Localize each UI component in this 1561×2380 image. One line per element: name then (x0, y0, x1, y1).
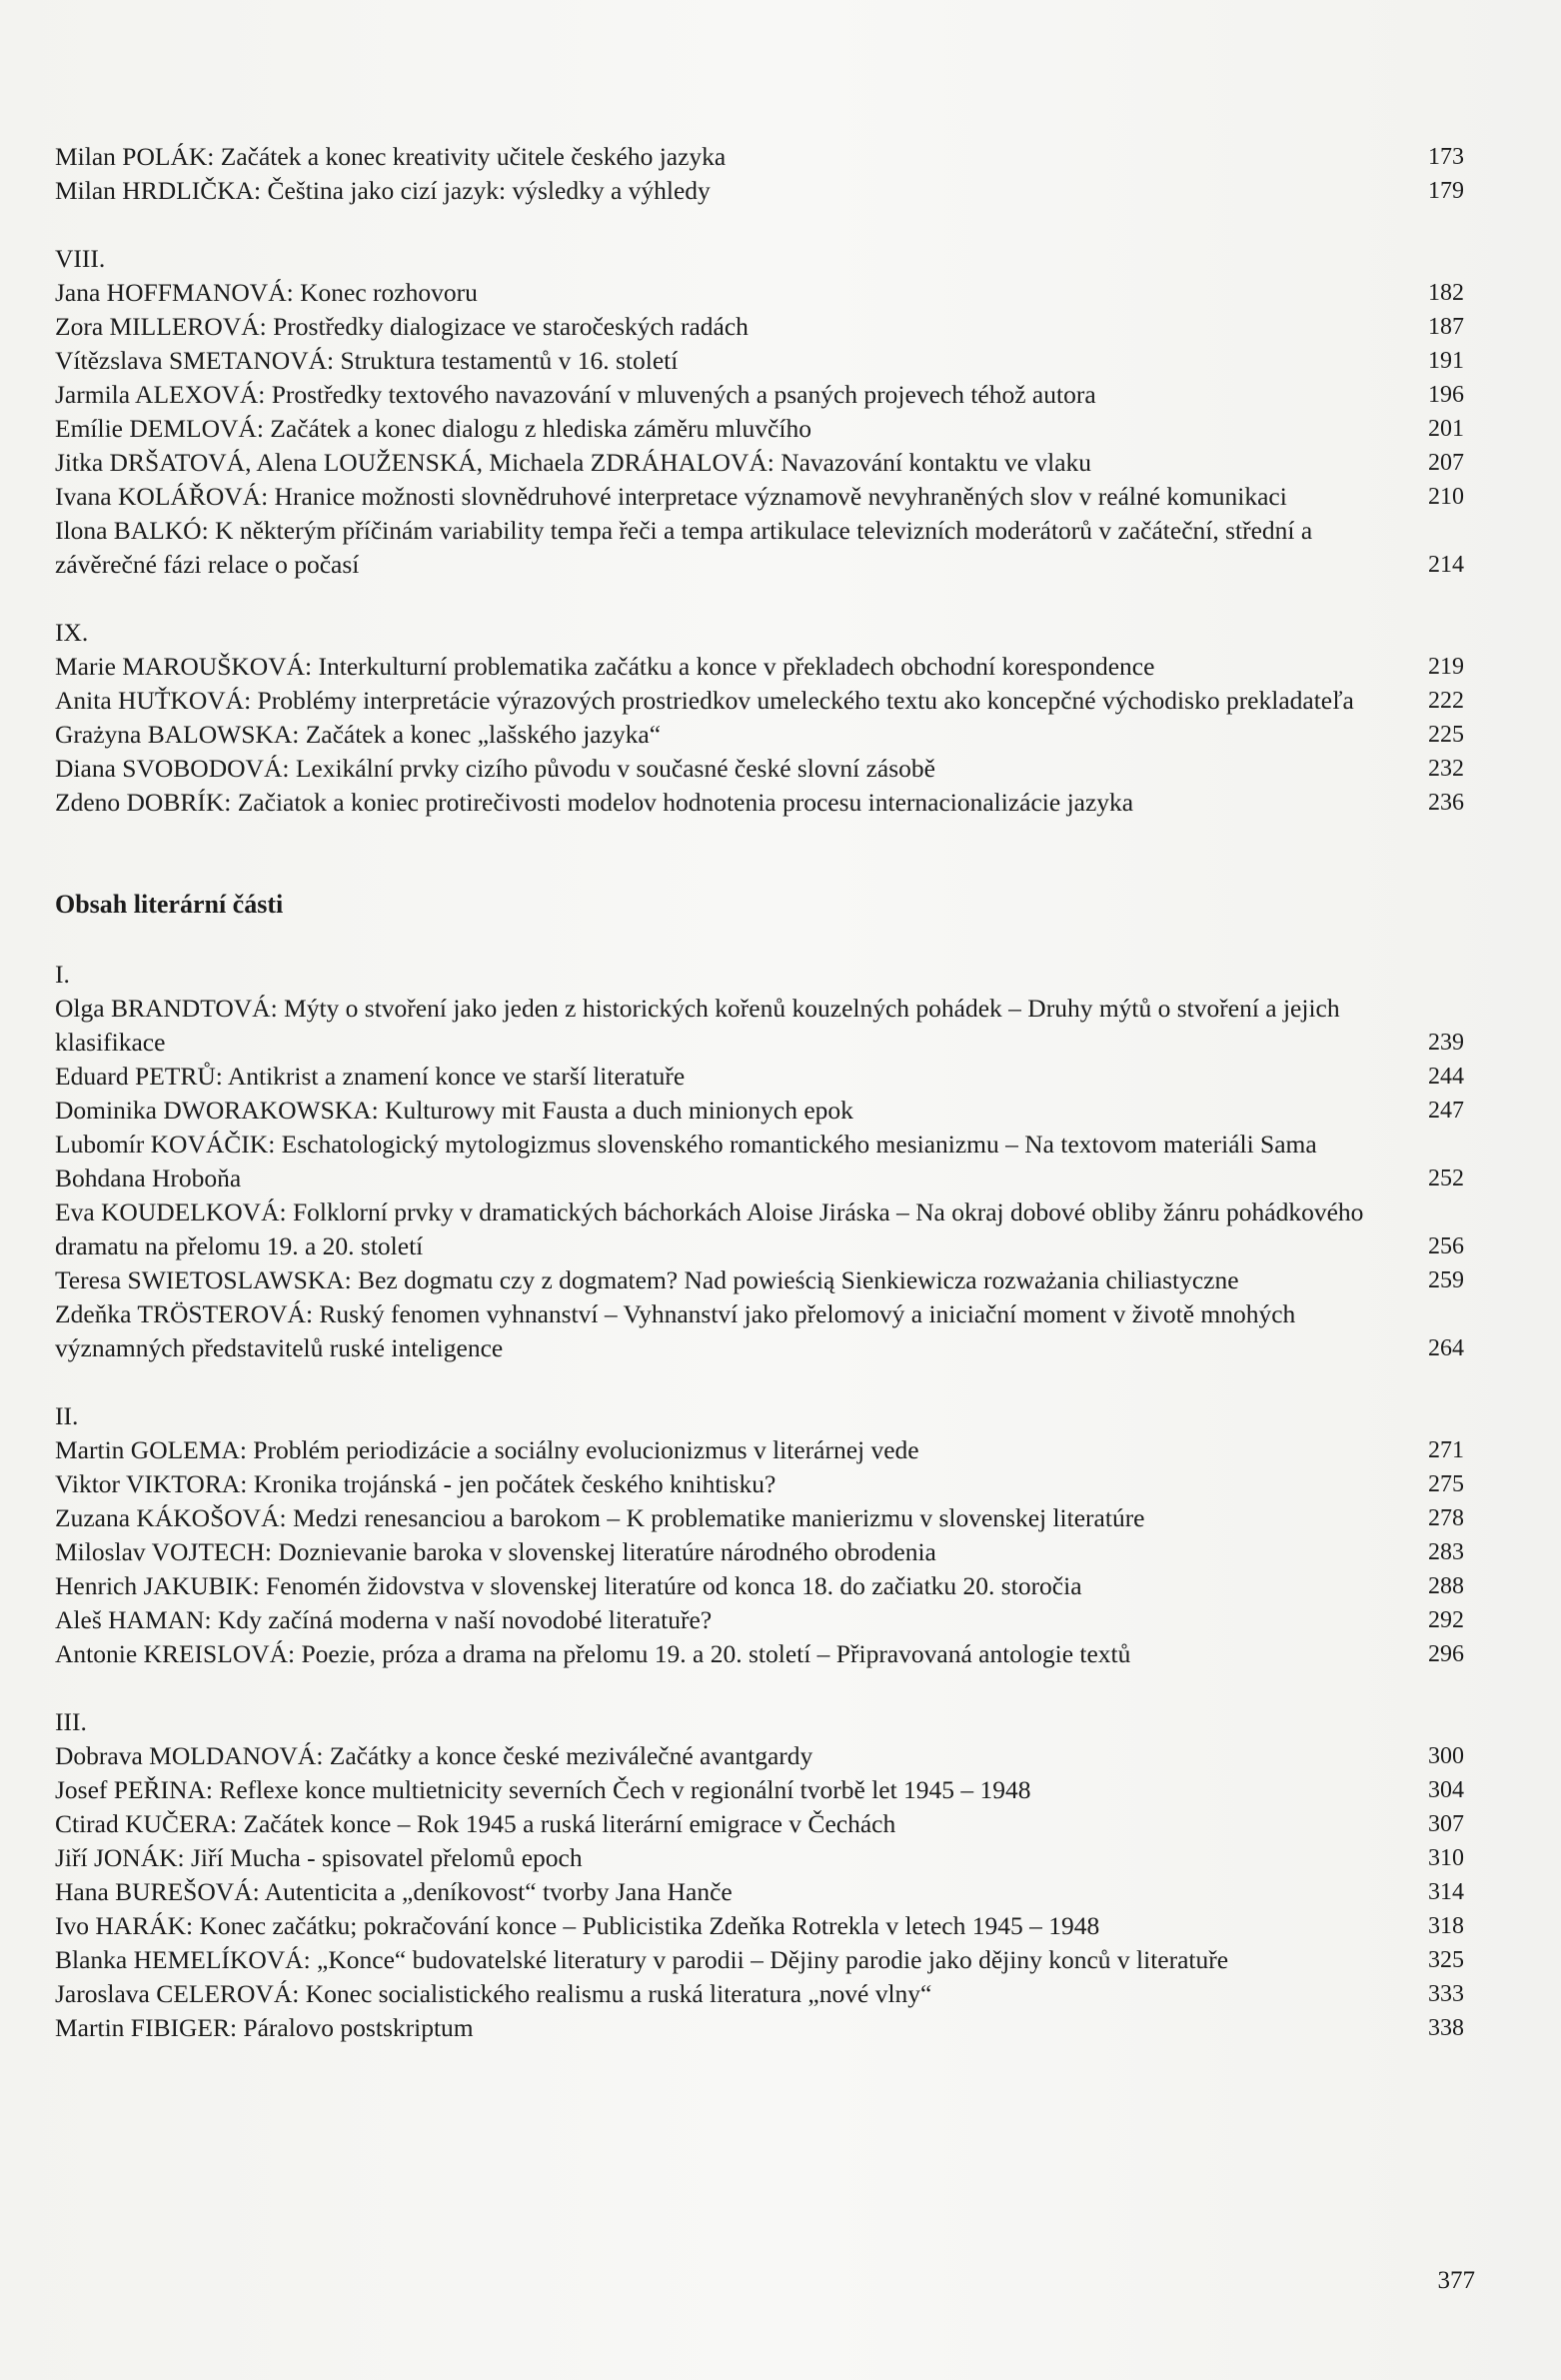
toc-entry (55, 310, 1464, 344)
entry-page-number: 264 (1428, 1335, 1464, 1361)
toc-entry (55, 1263, 1464, 1297)
toc-entry (55, 1603, 1464, 1637)
entry-page-number: 296 (1428, 1641, 1464, 1667)
entry-title: Jiří JONÁK: Jiří Mucha - spisovatel přelomů epoch (55, 1843, 583, 1872)
entry-title: Ctirad KUČERA: Začátek konce – Rok 1945 a ruská literární emigrace v Čechách (55, 1809, 896, 1838)
entry-title: Blanka HEMELÍKOVÁ: „Konce“ budovatelské literatury v parodii – Dějiny parodie jako dějiny konců v literatuře (55, 1945, 1229, 1974)
toc-entry (55, 1841, 1464, 1875)
toc-entry (55, 344, 1464, 378)
toc-entry (55, 1739, 1464, 1773)
toc-entry (55, 1297, 1464, 1365)
toc-entry (55, 1195, 1464, 1263)
toc-section (55, 242, 1464, 582)
entry-title: Jaroslava CELEROVÁ: Konec socialistického realismu a ruská literatura „nové vlny“ (55, 1979, 932, 2008)
entry-title: Anita HUŤKOVÁ: Problémy interpretácie výrazových prostriedkov umeleckého textu ako koncepčné východisko prekladateľa (55, 686, 1354, 715)
entry-title: Hana BUREŠOVÁ: Autenticita a „deníkovost“ tvorby Jana Hanče (55, 1877, 733, 1906)
entry-title: Antonie KREISLOVÁ: Poezie, próza a drama na přelomu 19. a 20. století – Připravovaná antologie textů (55, 1639, 1131, 1668)
entry-page-number: 236 (1428, 790, 1464, 816)
toc-entry (55, 786, 1464, 820)
toc-entry (55, 276, 1464, 310)
entry-title: Diana SVOBODOVÁ: Lexikální prvky cizího původu v současné české slovní zásobě (55, 754, 935, 783)
toc-part-linguistic (55, 140, 1464, 820)
entry-page-number: 222 (1428, 688, 1464, 714)
entry-page-number: 239 (1428, 1030, 1464, 1056)
entry-page-number: 275 (1428, 1471, 1464, 1497)
entry-page-number: 252 (1428, 1166, 1464, 1191)
entry-page-number: 307 (1428, 1811, 1464, 1837)
toc-entry (55, 140, 1464, 174)
toc-entry (55, 412, 1464, 446)
entry-title: Jana HOFFMANOVÁ: Konec rozhovoru (55, 278, 478, 307)
toc-entry (55, 1128, 1464, 1195)
toc-entry (55, 1433, 1464, 1467)
toc-entry (55, 718, 1464, 752)
entry-title: Eva KOUDELKOVÁ: Folklorní prvky v dramatických báchorkách Aloise Jiráska – Na okraj dobové obliby žánru pohádkového dramatu na přelomu 19. a 20. století (55, 1197, 1364, 1260)
entry-page-number: 288 (1428, 1573, 1464, 1599)
entry-page-number: 338 (1428, 2015, 1464, 2041)
entry-title: Teresa SWIETOSLAWSKA: Bez dogmatu czy z dogmatem? Nad powieścią Sienkiewicza rozważania chiliastyczne (55, 1265, 1239, 1294)
entry-title: Aleš HAMAN: Kdy začíná moderna v naší novodobé literatuře? (55, 1605, 713, 1634)
entry-title: Emílie DEMLOVÁ: Začátek a konec dialogu z hlediska záměru mluvčího (55, 414, 811, 443)
entry-page-number: 292 (1428, 1607, 1464, 1633)
toc-entry (55, 1501, 1464, 1535)
entry-title: Zdeno DOBRÍK: Začiatok a koniec protirečivosti modelov hodnotenia procesu internacionalizácie jazyka (55, 788, 1134, 817)
entry-title: Olga BRANDTOVÁ: Mýty o stvoření jako jeden z historických kořenů kouzelných pohádek – Druhy mýtů o stvoření a jejich klasifikace (55, 994, 1340, 1057)
entry-page-number: 196 (1428, 382, 1464, 408)
entry-page-number: 201 (1428, 416, 1464, 442)
entry-title: Viktor VIKTORA: Kronika trojánská - jen počátek českého knihtisku? (55, 1469, 777, 1498)
toc-section (55, 616, 1464, 820)
toc-entry (55, 1875, 1464, 1909)
entry-title: Ivana KOLÁŘOVÁ: Hranice možnosti slovnědruhové interpretace významově nevyhraněných slov v reálné komunikaci (55, 482, 1287, 511)
section-heading: Obsah literární části (55, 890, 284, 919)
entry-title: Miloslav VOJTECH: Doznievanie baroka v slovenskej literatúre národného obrodenia (55, 1537, 936, 1566)
entry-page-number: 314 (1428, 1879, 1464, 1905)
toc-entry (55, 1637, 1464, 1671)
entry-title: Ivo HARÁK: Konec začátku; pokračování konce – Publicistika Zdeňka Rotrekla v letech 1945 – 1948 (55, 1911, 1100, 1940)
entry-title: Jitka DRŠATOVÁ, Alena LOUŽENSKÁ, Michaela ZDRÁHALOVÁ: Navazování kontaktu ve vlaku (55, 448, 1092, 477)
section-label: I. (55, 960, 70, 989)
toc-entry (55, 650, 1464, 684)
entry-page-number: 207 (1428, 450, 1464, 476)
entry-page-number: 214 (1428, 552, 1464, 578)
entry-title: Dominika DWORAKOWSKA: Kulturowy mit Fausta a duch minionych epok (55, 1096, 853, 1125)
entry-title: Milan HRDLIČKA: Čeština jako cizí jazyk: výsledky a výhledy (55, 176, 711, 205)
entry-title: Milan POLÁK: Začátek a konec kreativity učitele českého jazyka (55, 142, 727, 171)
entry-page-number: 300 (1428, 1743, 1464, 1769)
section-label: VIII. (55, 244, 106, 273)
toc-entry (55, 2011, 1464, 2045)
toc-entry (55, 1909, 1464, 1943)
entry-page-number: 304 (1428, 1777, 1464, 1803)
entry-title: Zora MILLEROVÁ: Prostředky dialogizace ve staročeských radách (55, 312, 749, 341)
section-label: IX. (55, 618, 89, 647)
toc-entry (55, 684, 1464, 718)
toc-section (55, 958, 1464, 1365)
entry-title: Dobrava MOLDANOVÁ: Začátky a konce české meziválečné avantgardy (55, 1741, 813, 1770)
entry-title: Eduard PETRŮ: Antikrist a znamení konce ve starší literatuře (55, 1062, 686, 1091)
toc-entry (55, 1807, 1464, 1841)
entry-title: Zdeňka TRÖSTEROVÁ: Ruský fenomen vyhnanství – Vyhnanství jako přelomový a iniciační moment v životě mnohých významných představitelů ruské inteligence (55, 1299, 1296, 1362)
entry-title: Jarmila ALEXOVÁ: Prostředky textového navazování v mluvených a psaných projevech téhož autora (55, 380, 1096, 409)
toc-entry (55, 1569, 1464, 1603)
toc-entry (55, 1094, 1464, 1128)
entry-page-number: 219 (1428, 654, 1464, 680)
toc-entry (55, 752, 1464, 786)
page-number: 377 (1437, 2267, 1475, 2294)
entry-title: Grażyna BALOWSKA: Začátek a konec „lašského jazyka“ (55, 720, 662, 749)
entry-page-number: 325 (1428, 1947, 1464, 1973)
entry-page-number: 256 (1428, 1233, 1464, 1259)
entry-page-number: 244 (1428, 1064, 1464, 1090)
toc-entry (55, 1535, 1464, 1569)
entry-page-number: 271 (1428, 1437, 1464, 1463)
entry-page-number: 182 (1428, 280, 1464, 306)
entry-title: Henrich JAKUBIK: Fenomén židovstva v slovenskej literatúre od konca 18. do začiatku 20. storočia (55, 1571, 1082, 1600)
toc-entry (55, 174, 1464, 208)
entry-page-number: 210 (1428, 484, 1464, 510)
entry-title: Lubomír KOVÁČIK: Eschatologický mytologizmus slovenského romantického mesianizmu – Na textovom materiáli Sama Bohdana Hroboňa (55, 1130, 1317, 1192)
entry-page-number: 187 (1428, 314, 1464, 340)
table-of-contents (55, 140, 1464, 2045)
entry-page-number: 225 (1428, 722, 1464, 748)
entry-page-number: 259 (1428, 1267, 1464, 1293)
toc-entry (55, 378, 1464, 412)
entry-page-number: 191 (1428, 348, 1464, 374)
entry-title: Josef PEŘINA: Reflexe konce multietnicity severních Čech v regionální tvorbě let 1945 – 1948 (55, 1775, 1031, 1804)
toc-entry (55, 446, 1464, 480)
toc-section (55, 140, 1464, 208)
toc-entry (55, 480, 1464, 514)
toc-entry (55, 1060, 1464, 1094)
toc-entry (55, 1977, 1464, 2011)
toc-entry (55, 1943, 1464, 1977)
toc-entry (55, 1773, 1464, 1807)
entry-page-number: 318 (1428, 1913, 1464, 1939)
entry-page-number: 247 (1428, 1098, 1464, 1124)
entry-page-number: 333 (1428, 1981, 1464, 2007)
entry-title: Marie MAROUŠKOVÁ: Interkulturní problematika začátku a konce v překladech obchodní korespondence (55, 652, 1155, 681)
entry-title: Martin FIBIGER: Páralovo postskriptum (55, 2013, 474, 2042)
entry-page-number: 283 (1428, 1539, 1464, 1565)
entry-page-number: 232 (1428, 756, 1464, 782)
entry-title: Vítězslava SMETANOVÁ: Struktura testamentů v 16. století (55, 346, 679, 375)
section-label: II. (55, 1401, 79, 1430)
toc-entry (55, 992, 1464, 1060)
entry-page-number: 179 (1428, 178, 1464, 204)
toc-section (55, 1705, 1464, 2045)
entry-title: Ilona BALKÓ: K některým příčinám variability tempa řeči a tempa artikulace televizních moderátorů v začáteční, střední a závěrečné fázi relace o počasí (55, 516, 1313, 579)
entry-page-number: 173 (1428, 144, 1464, 170)
entry-page-number: 310 (1428, 1845, 1464, 1871)
toc-entry (55, 514, 1464, 582)
entry-title: Zuzana KÁKOŠOVÁ: Medzi renesanciou a barokom – K problematike manierizmu v slovenskej literatúre (55, 1503, 1145, 1532)
section-label: III. (55, 1707, 87, 1736)
entry-title: Martin GOLEMA: Problém periodizácie a sociálny evolucionizmus v literárnej vede (55, 1435, 919, 1464)
toc-part-literary (55, 958, 1464, 2045)
entry-page-number: 278 (1428, 1505, 1464, 1531)
toc-section (55, 1399, 1464, 1671)
toc-entry (55, 1467, 1464, 1501)
